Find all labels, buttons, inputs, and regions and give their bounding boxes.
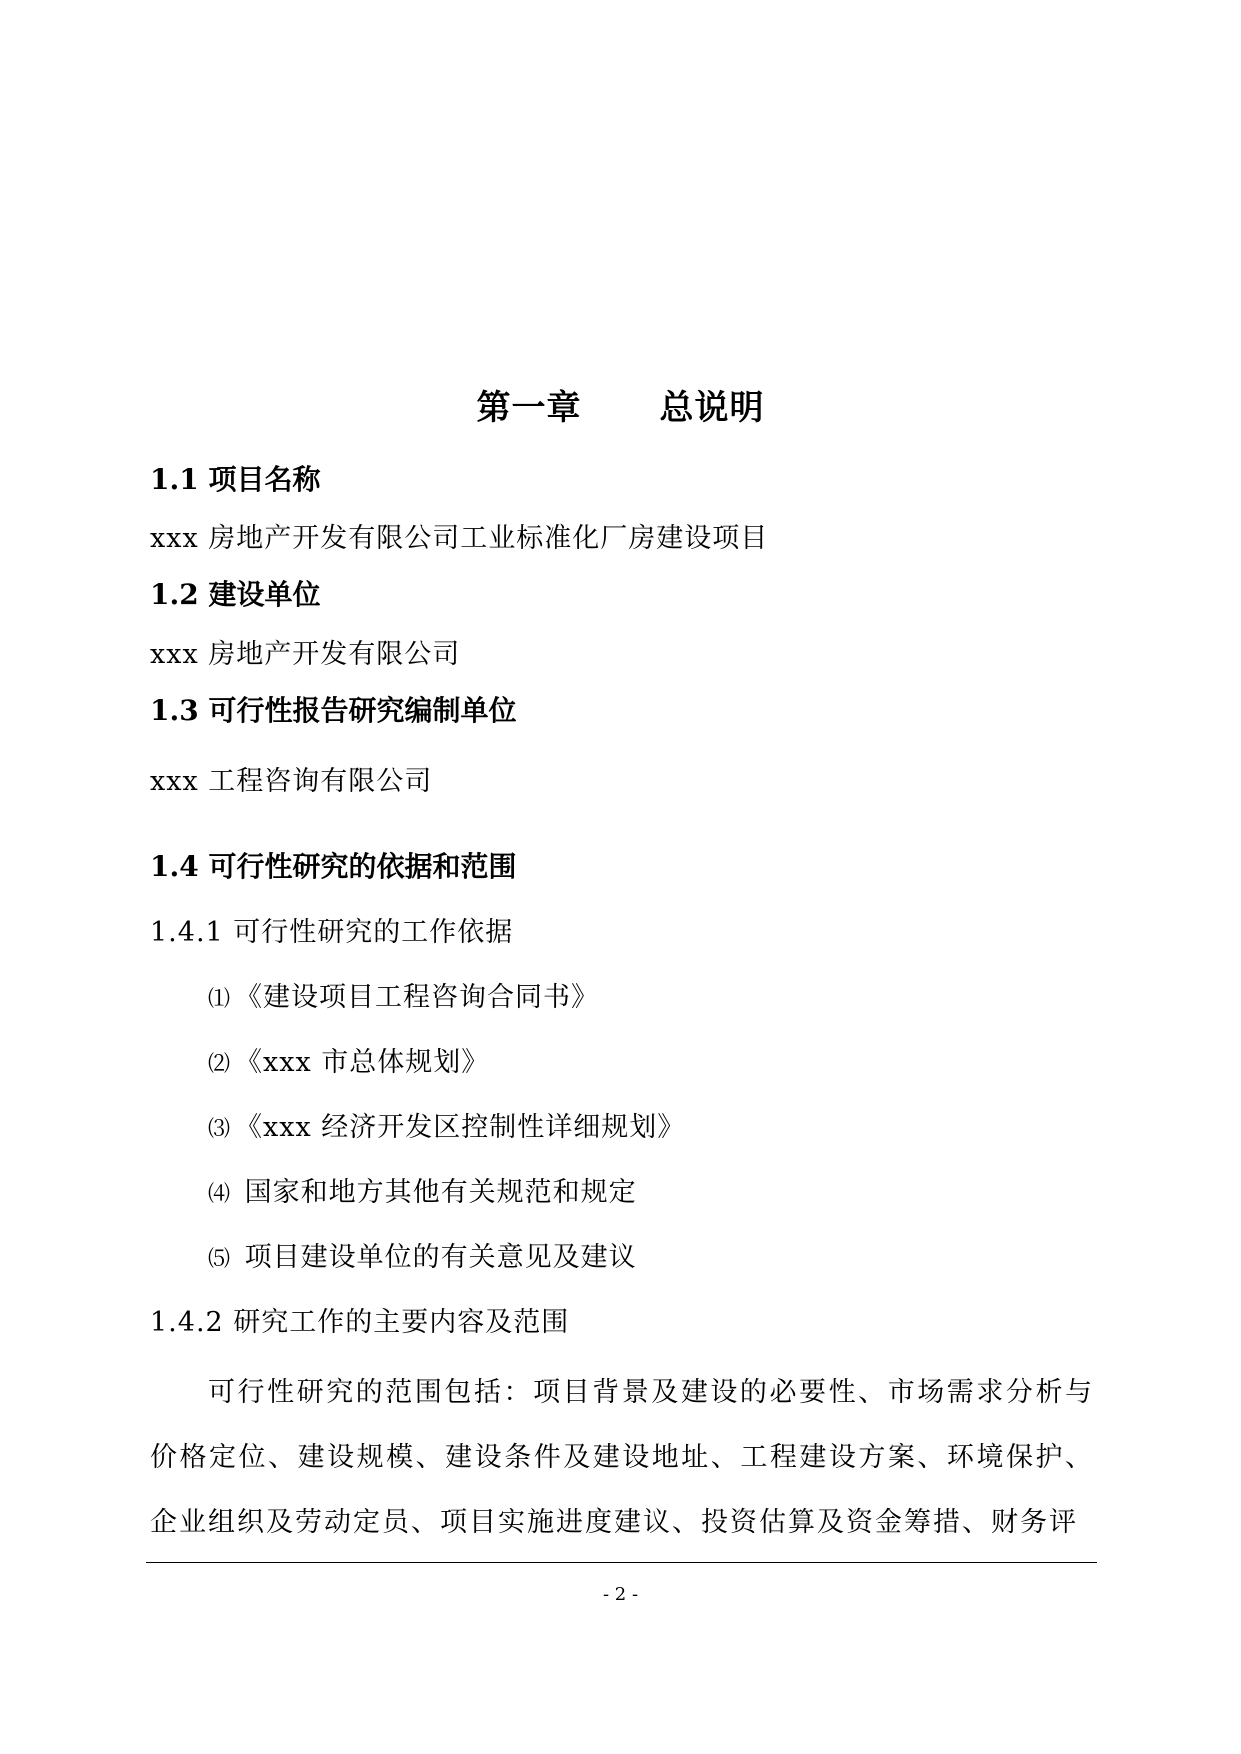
compiling-unit-text: xxx 工程咨询有限公司 <box>150 766 433 797</box>
chapter-label: 第一章 <box>476 388 582 428</box>
chapter-name: 总说明 <box>659 388 765 428</box>
item-text: 《建设项目工程咨询合同书》 <box>235 982 600 1013</box>
subsection-heading-1-4-2: 1.4.2 研究工作的主要内容及范围 <box>150 1307 570 1338</box>
item-number: ⑵ <box>208 1052 232 1077</box>
item-text: 国家和地方其他有关规范和规定 <box>235 1177 637 1208</box>
item-text: 《xxx 经济开发区控制性详细规划》 <box>235 1112 686 1143</box>
project-name-text: xxx 房地产开发有限公司工业标准化厂房建设项目 <box>150 523 769 554</box>
scope-paragraph: 可行性研究的范围包括：项目背景及建设的必要性、市场需求分析与价格定位、建设规模、建设条件及建设地址、工程建设方案、环境保护、企业组织及劳动定员、项目实施进度建议、投资估算及资金筹措、财务评 <box>150 1377 1094 1538</box>
item-number: ⑷ <box>208 1182 232 1207</box>
basis-item-5 <box>208 1235 637 1274</box>
item-number: ⑸ <box>208 1247 232 1272</box>
basis-item-4 <box>208 1170 637 1209</box>
item-number: ⑶ <box>208 1117 232 1142</box>
section-heading-1-1: 1.1 项目名称 <box>150 463 321 496</box>
footer-divider <box>146 1562 1097 1563</box>
item-number: ⑴ <box>208 987 232 1012</box>
subsection-heading-1-4-1: 1.4.1 可行性研究的工作依据 <box>150 917 514 948</box>
basis-item-1 <box>208 975 599 1014</box>
section-heading-1-3: 1.3 可行性报告研究编制单位 <box>150 694 517 727</box>
section-heading-1-4: 1.4 可行性研究的依据和范围 <box>150 850 517 883</box>
section-heading-1-2: 1.2 建设单位 <box>150 578 321 611</box>
item-text: 《xxx 市总体规划》 <box>235 1047 490 1078</box>
chapter-title <box>0 380 1241 429</box>
construction-unit-text: xxx 房地产开发有限公司 <box>150 639 461 670</box>
page-number: - 2 - <box>602 1584 639 1605</box>
basis-item-3 <box>208 1105 685 1144</box>
item-text: 项目建设单位的有关意见及建议 <box>235 1242 637 1273</box>
basis-item-2 <box>208 1040 489 1079</box>
